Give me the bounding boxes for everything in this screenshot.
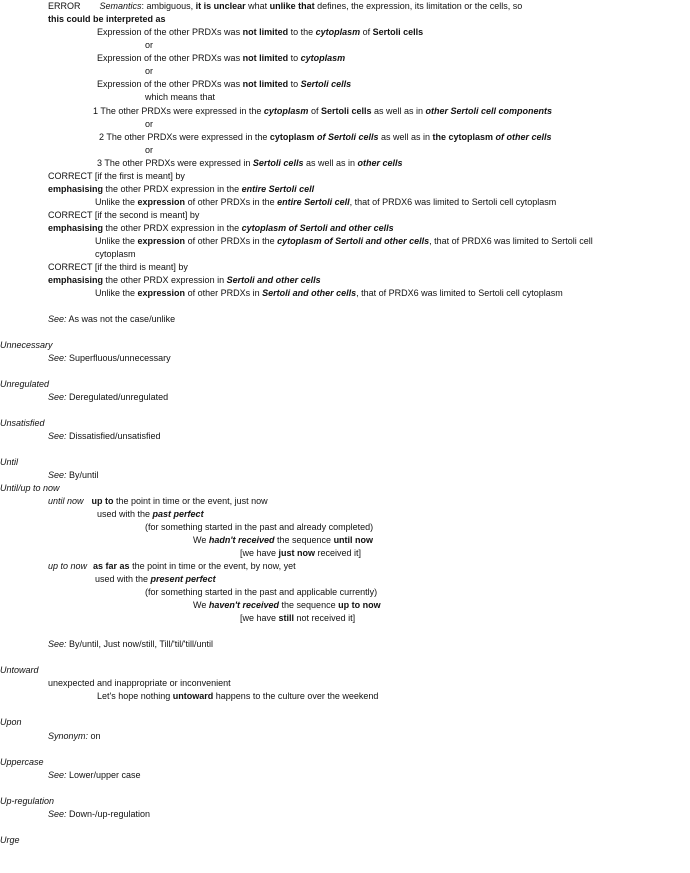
term-urge: Urge	[0, 835, 20, 845]
correct-2-heading: CORRECT [if the second is meant] by	[48, 210, 200, 220]
see-reference: See: Dissatisfied/unsatisfied	[48, 431, 161, 441]
until-now-definition: until now up to the point in time or the event, just now	[48, 496, 268, 506]
meaning-3: 3 The other PRDXs were expressed in Sertoli cells as well as in other cells	[97, 158, 403, 168]
see-reference: See: Deregulated/unregulated	[48, 392, 169, 402]
see-reference: See: As was not the case/unlike	[48, 314, 176, 324]
term-until: Until	[0, 457, 19, 467]
or-2: or	[145, 66, 154, 76]
error-line-2: this could be interpreted as	[48, 14, 166, 24]
see-reference: See: By/until, Just now/still, Till/'til/'till/until	[48, 639, 213, 649]
correct-2-example-cont: cytoplasm	[95, 249, 136, 259]
correct-2-line: emphasising the other PRDX expression in the cytoplasm of Sertoli and other cells	[48, 223, 394, 233]
term-unregulated: Unregulated	[0, 379, 50, 389]
interpretation-2: Expression of the other PRDXs was not limited to cytoplasm	[97, 53, 346, 63]
see-reference: See: Down-/up-regulation	[48, 809, 151, 819]
error-label: ERROR	[48, 1, 81, 11]
see-reference: See: Superfluous/unnecessary	[48, 353, 171, 363]
synonym-reference: Synonym: on	[48, 731, 101, 741]
or-3: or	[145, 119, 154, 129]
term-unnecessary: Unnecessary	[0, 340, 53, 350]
term-unsatisfied: Unsatisfied	[0, 418, 45, 428]
error-line-1: ERROR Semantics: ambiguous, it is unclear what unlike that defines, the expression, its limitation or the cells, so	[48, 1, 523, 11]
meaning-2: 2 The other PRDXs were expressed in the cytoplasm of Sertoli cells as well as in the cytoplasm of other cells	[99, 132, 552, 142]
term-uppercase: Uppercase	[0, 757, 44, 767]
term-upon: Upon	[0, 717, 22, 727]
correct-1-line: emphasising the other PRDX expression in the entire Sertoli cell	[48, 184, 315, 194]
correct-1-example: Unlike the expression of other PRDXs in the entire Sertoli cell, that of PRDX6 was limited to Sertoli cell cytoplasm	[95, 197, 557, 207]
correct-3-example: Unlike the expression of other PRDXs in Sertoli and other cells, that of PRDX6 was limited to Sertoli cell cytoplasm	[95, 288, 563, 298]
until-now-bracket: [we have just now received it]	[240, 548, 362, 558]
correct-2-example: Unlike the expression of other PRDXs in the cytoplasm of Sertoli and other cells, that of PRDX6 was limited to Sertoli cell	[95, 236, 593, 246]
or-1: or	[145, 40, 154, 50]
interpretation-3: Expression of the other PRDXs was not limited to Sertoli cells	[97, 79, 352, 89]
term-untoward: Untoward	[0, 665, 39, 675]
up-to-now-example: We haven't received the sequence up to now	[193, 600, 381, 610]
correct-1-heading: CORRECT [if the first is meant] by	[48, 171, 185, 181]
until-now-usage: used with the past perfect	[97, 509, 204, 519]
until-now-example: We hadn't received the sequence until now	[193, 535, 374, 545]
up-to-now-bracket: [we have still not received it]	[240, 613, 356, 623]
see-reference: See: By/until	[48, 470, 99, 480]
correct-3-line: emphasising the other PRDX expression in Sertoli and other cells	[48, 275, 321, 285]
term-up-regulation: Up-regulation	[0, 796, 55, 806]
interpretation-1: Expression of the other PRDXs was not limited to the cytoplasm of Sertoli cells	[97, 27, 424, 37]
meaning-1: 1 The other PRDXs were expressed in the cytoplasm of Sertoli cells as well as in other Sertoli cell components	[93, 106, 553, 116]
up-to-now-definition: up to now as far as the point in time or the event, by now, yet	[48, 561, 296, 571]
or-4: or	[145, 145, 154, 155]
term-until-up-to-now: Until/up to now	[0, 483, 60, 493]
up-to-now-note: (for something started in the past and applicable currently)	[145, 587, 378, 597]
until-now-note: (for something started in the past and already completed)	[145, 522, 374, 532]
see-reference: See: Lower/upper case	[48, 770, 141, 780]
untoward-definition: unexpected and inappropriate or inconvenient	[48, 678, 231, 688]
correct-3-heading: CORRECT [if the third is meant] by	[48, 262, 188, 272]
up-to-now-usage: used with the present perfect	[95, 574, 216, 584]
untoward-example: Let's hope nothing untoward happens to the culture over the weekend	[97, 691, 379, 701]
which-means: which means that	[145, 92, 216, 102]
